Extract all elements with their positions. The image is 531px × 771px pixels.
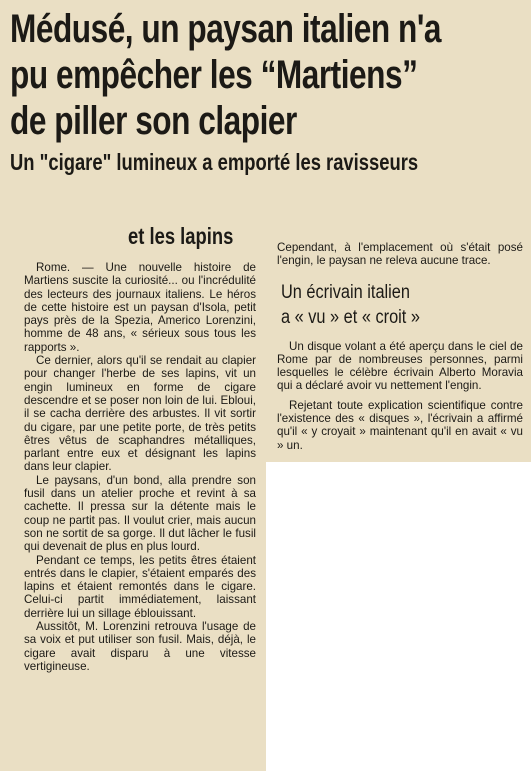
section-heading	[281, 280, 489, 330]
paragraph: Le paysans, d'un bond, alla prendre son fusil dans un atelier proche et revint à sa cachette. Il pressa sur la détente mais le coup ne partit pas. Il voulut crier, mais aucun son ne sortit de sa gorge. Il dut lâcher le fusil qui devenait de plus en plus lourd.	[24, 473, 256, 554]
paragraph: Aussitôt, M. Lorenzini retrouva l'usage de sa voix et put utiliser son fusil. Mais, déjà, le cigare avait disparu à une vitesse vertigineuse.	[24, 620, 256, 673]
paragraph: Un disque volant a été aperçu dans le ciel de Rome par de nombreuses personnes, parmi lesquelles le célèbre écrivain Alberto Moravia qui a déclaré avoir vu nettement l'engin.	[277, 339, 523, 393]
blank-area	[266, 462, 531, 771]
paragraph: Rome. — Une nouvelle histoire de Martiens suscite la curiosité... ou l'incrédulité des lecteurs des journaux italiens. Le héros de cette histoire est un paysan d'Isola, petit pays près de la Spezia, Americo Lorenzini, homme de 48 ans, « sérieux sous tous les rapports ».	[24, 261, 256, 354]
headline-line-3: de piller son clapier	[10, 99, 297, 143]
headline-line-1: Médusé, un paysan italien n'a	[10, 7, 442, 51]
headline-line-2: pu empêcher les “Martiens”	[10, 53, 418, 97]
subheadline: Un "cigare" lumineux a emporté les ravisseurs	[10, 149, 419, 175]
section-heading-line-1: Un écrivain italien	[281, 281, 410, 303]
article-column-right	[277, 241, 523, 452]
paragraph: Rejetant toute explication scientifique contre l'existence des « disques », l'écrivain a affirmé qu'il « y croyait » maintenant qu'il en avait « vu » un.	[277, 398, 523, 452]
paragraph: Ce dernier, alors qu'il se rendait au clapier pour changer l'herbe de ses lapins, vit un engin lumineux en forme de cigare descendre et se poser non loin de lui. Ebloui, il se cacha derrière des arbustes. Il vit sortir du cigare, par une petite porte, de très petits êtres vêtus de scaphandres métalliques, parlant entre eux et désignant les lapins dans leur clapier.	[24, 354, 256, 474]
article-column-left	[24, 261, 256, 673]
paragraph: Cependant, à l'emplacement où s'était posé l'engin, le paysan ne releva aucune trace.	[277, 241, 523, 268]
headline	[10, 6, 524, 144]
section-heading-line-2: a « vu » et « croit »	[281, 306, 420, 328]
subheadline-line-2: et les lapins	[128, 223, 234, 249]
paragraph: Pendant ce temps, les petits êtres étaient entrés dans le clapier, s'étaient emparés des lapins et étaient remontés dans le cigare. Celui-ci partit immédiatement, laissant derrière lui un sillage éblouissant.	[24, 553, 256, 620]
